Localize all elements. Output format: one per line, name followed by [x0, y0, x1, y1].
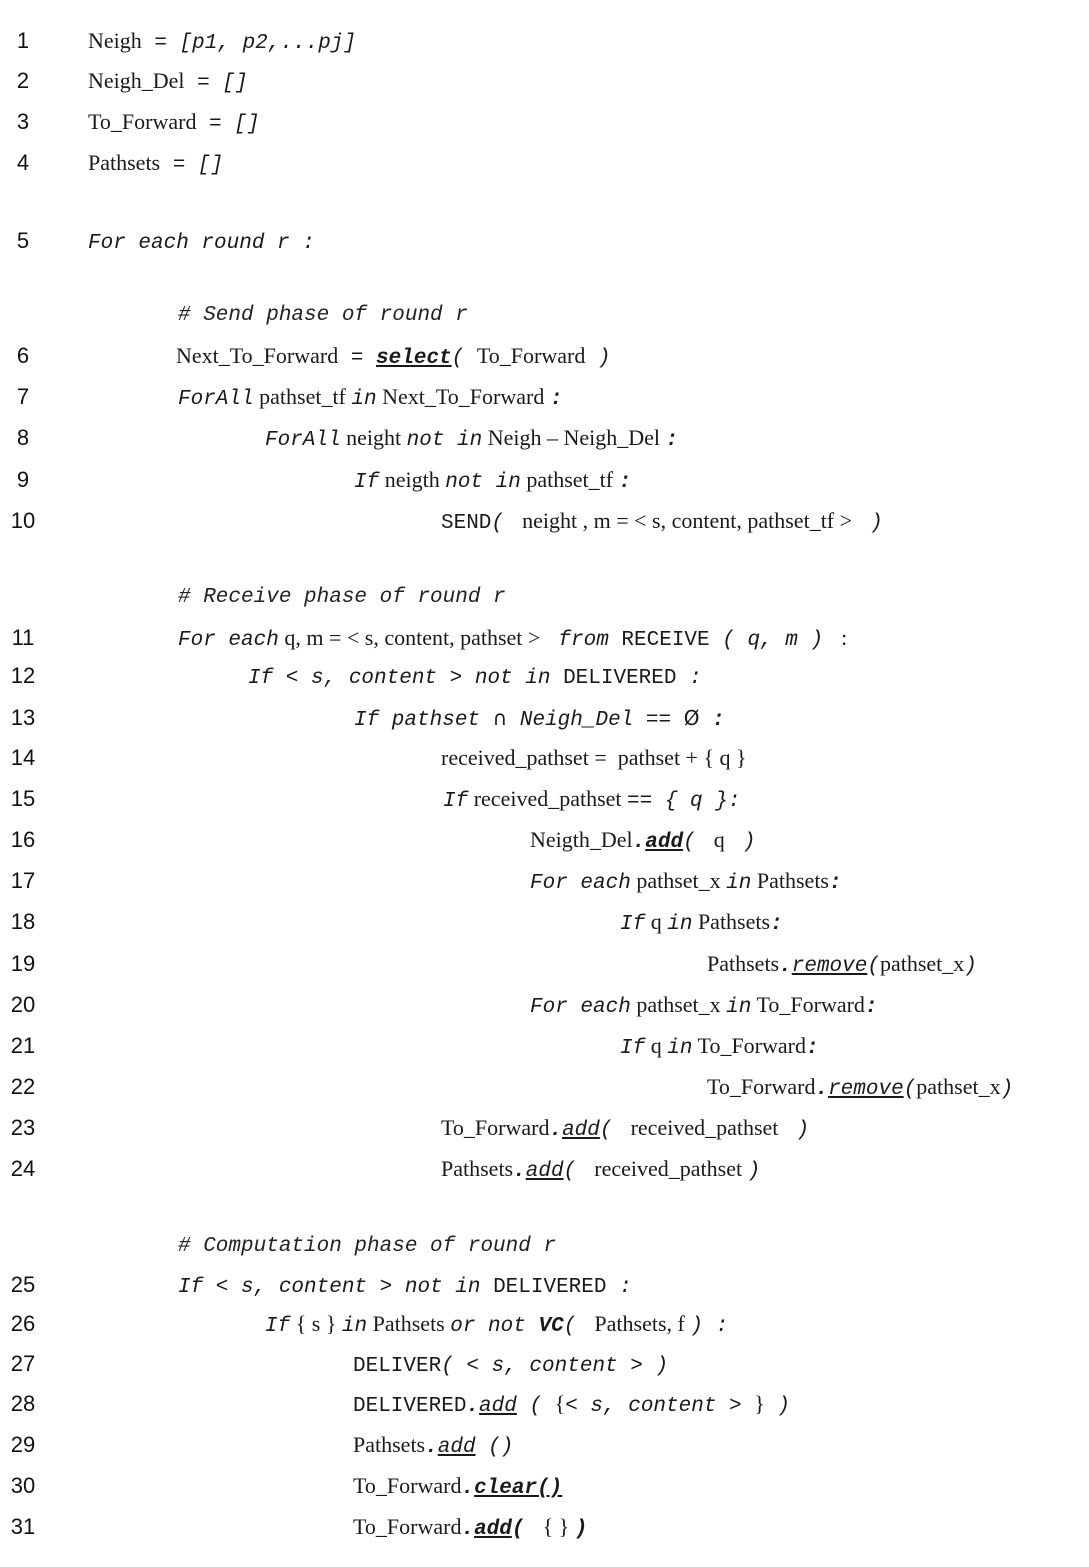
code-token: received_pathset: [588, 1156, 748, 1181]
line-number: 26: [10, 1311, 36, 1336]
code-token: To_Forward: [751, 992, 865, 1017]
code-token: To_Forward: [707, 1074, 816, 1099]
code-line: [88, 27, 356, 58]
code-token: ): [574, 1518, 588, 1541]
code-token: { s }: [290, 1311, 342, 1336]
code-line: [707, 950, 977, 981]
code-token: received_pathset: [468, 786, 628, 811]
code-comment: # Send phase of round r: [178, 304, 468, 327]
line-number: 13: [10, 705, 36, 730]
code-token: (: [867, 955, 880, 978]
code-token: pathset_x: [916, 1074, 1001, 1099]
code-line: [265, 424, 678, 455]
code-token: ): [964, 955, 977, 978]
code-token: ( q, m ): [709, 629, 836, 652]
line-number: 8: [16, 425, 30, 450]
code-token: (: [511, 1518, 538, 1541]
code-token: add: [525, 1160, 564, 1183]
code-token: ( < s, content > ): [441, 1355, 669, 1378]
code-line: [178, 624, 847, 655]
line-number: 10: [10, 508, 36, 533]
code-token: neight: [340, 425, 407, 450]
code-token: If: [265, 1315, 291, 1338]
line-number: 18: [10, 909, 36, 934]
code-token: Pathsets: [707, 951, 780, 976]
code-token: =: [588, 745, 613, 770]
code-token: received_pathset: [625, 1115, 784, 1140]
code-token: pathset_x: [879, 951, 965, 976]
code-token: ) :: [690, 1315, 729, 1338]
code-token: :: [665, 429, 679, 452]
code-token: == { q }:: [627, 790, 741, 813]
code-token: .: [513, 1160, 526, 1183]
code-token: To_Forward: [353, 1514, 462, 1539]
line-number: 5: [16, 228, 30, 253]
code-token: pathset + { q }: [612, 745, 747, 770]
code-comment: # Computation phase of round r: [178, 1235, 557, 1258]
code-token: DELIVERED: [493, 1276, 607, 1299]
code-line: [353, 1513, 587, 1544]
code-line: [441, 1155, 760, 1186]
code-token: DELIVERED: [563, 667, 677, 690]
code-token: in: [351, 388, 377, 411]
code-token: { }: [537, 1514, 575, 1539]
code-token: Pathsets: [441, 1156, 514, 1181]
code-token: ): [730, 831, 756, 854]
code-token: not in: [445, 471, 521, 494]
code-token: in: [726, 872, 752, 895]
code-token: (: [516, 1395, 555, 1418]
code-line: [354, 704, 725, 735]
code-token: ): [1000, 1078, 1014, 1101]
code-token: remove: [828, 1078, 904, 1101]
code-line: [443, 785, 740, 816]
code-line: [354, 466, 631, 497]
code-token: Pathsets, f: [588, 1311, 691, 1336]
code-token: If: [443, 790, 469, 813]
line-number: 25: [10, 1272, 36, 1297]
code-token: DELIVERED: [353, 1395, 467, 1418]
code-line: [178, 1271, 632, 1302]
code-token: Pathsets: [751, 868, 829, 893]
code-token: VC: [525, 1315, 564, 1338]
code-token: (: [599, 1119, 626, 1142]
line-number: 16: [10, 827, 36, 852]
code-line: [88, 67, 248, 98]
code-token: If: [620, 1037, 646, 1060]
code-token: q: [708, 827, 731, 852]
code-token: received_pathset: [441, 745, 589, 770]
code-token: Neigh: [88, 28, 142, 53]
code-line: [530, 991, 878, 1022]
line-number: 23: [10, 1115, 36, 1140]
code-line: [248, 662, 702, 693]
code-token: q: [645, 1033, 668, 1058]
line-number: 15: [10, 786, 36, 811]
line-number: 30: [10, 1473, 36, 1498]
code-token: :: [699, 709, 725, 732]
code-token: :: [805, 1037, 819, 1060]
code-token: If: [620, 913, 646, 936]
code-token: (): [475, 1436, 514, 1459]
code-line: [88, 108, 259, 139]
code-token: not in: [406, 429, 483, 452]
line-number: 9: [16, 467, 30, 492]
code-token: (: [563, 1160, 589, 1183]
code-token: pathset_tf: [253, 384, 352, 409]
code-line: [353, 1350, 668, 1381]
code-token: or not: [450, 1315, 526, 1338]
line-number: 7: [16, 384, 30, 409]
code-token: :: [618, 471, 632, 494]
code-token: ForAll: [265, 429, 341, 452]
line-number: 3: [16, 109, 30, 134]
code-token: (: [451, 347, 477, 370]
code-token: If < s, content > not in: [248, 667, 564, 690]
code-token: RECEIVE: [621, 629, 710, 652]
code-token: neigth: [379, 467, 446, 492]
code-token: = []: [184, 72, 248, 95]
code-token: Neigh_Del ==: [507, 709, 684, 732]
code-token: Neigth_Del: [530, 827, 633, 852]
code-token: Next_To_Forward: [176, 343, 339, 368]
line-number: 14: [10, 745, 36, 770]
code-token: Neigh – Neigh_Del: [482, 425, 666, 450]
code-token: = []: [160, 154, 224, 177]
code-token: pathset_x: [630, 992, 727, 1017]
code-token: =: [338, 347, 377, 370]
code-token: pathset_x: [630, 868, 727, 893]
code-token: :: [676, 667, 702, 690]
code-token: q, m = < s, content, pathset >: [278, 625, 546, 650]
line-number: 11: [11, 625, 35, 650]
code-line: [353, 1472, 562, 1503]
code-token: ForAll: [178, 388, 254, 411]
code-line: [176, 342, 611, 373]
code-token: add: [474, 1518, 512, 1541]
line-number: 4: [16, 150, 30, 175]
code-token: (: [903, 1078, 917, 1101]
code-token: q: [645, 909, 668, 934]
code-token: ): [764, 1395, 791, 1418]
code-line: [530, 826, 756, 857]
line-number: 31: [10, 1514, 36, 1539]
code-line: [620, 908, 783, 939]
code-line: [353, 1390, 790, 1421]
code-token: If < s, content > not in: [178, 1276, 494, 1299]
code-token: add: [645, 831, 684, 854]
code-line: [88, 149, 223, 180]
line-number: 24: [10, 1156, 36, 1181]
code-token: (: [491, 512, 517, 535]
code-token: To_Forward: [88, 109, 197, 134]
code-line: [88, 227, 315, 258]
code-comment: # Receive phase of round r: [178, 586, 506, 609]
code-token: remove: [791, 955, 868, 978]
line-number: 28: [10, 1391, 36, 1416]
code-token: :: [864, 996, 878, 1019]
code-token: :: [606, 1276, 632, 1299]
code-token: :: [829, 872, 842, 895]
code-line: [441, 507, 883, 538]
code-token: For each: [530, 996, 631, 1019]
code-token: add: [562, 1119, 600, 1142]
code-token: ∩: [492, 706, 508, 730]
code-token: :: [770, 913, 783, 936]
code-token: .: [461, 1477, 475, 1500]
code-token: = [p1, p2,...pj]: [141, 32, 357, 55]
code-token: Pathsets: [367, 1311, 451, 1336]
code-line: [353, 1431, 513, 1462]
line-number: 2: [16, 68, 30, 93]
code-token: add: [479, 1395, 517, 1418]
code-token: (: [563, 1315, 589, 1338]
code-line: [441, 1114, 809, 1145]
code-token: .: [466, 1395, 480, 1418]
code-token: ): [783, 1119, 810, 1142]
code-token: Pathsets: [353, 1432, 426, 1457]
code-line: [265, 1310, 728, 1341]
code-token: .: [632, 831, 646, 854]
line-number: 29: [10, 1432, 36, 1457]
code-line: [441, 744, 747, 772]
code-token: neight , m = < s, content, pathset_tf >: [516, 508, 858, 533]
line-number: 27: [10, 1351, 36, 1376]
code-token: To_Forward: [441, 1115, 550, 1140]
line-number: 1: [16, 28, 30, 53]
code-token: select: [376, 347, 452, 370]
code-token: Pathsets: [88, 150, 161, 175]
code-token: Next_To_Forward: [376, 384, 550, 409]
code-token: :: [835, 625, 848, 650]
code-token: To_Forward: [353, 1473, 462, 1498]
code-token: pathset_tf: [520, 467, 619, 492]
line-number: 22: [10, 1074, 36, 1099]
code-line: [530, 867, 842, 898]
code-token: For each: [530, 872, 631, 895]
line-number: 21: [10, 1033, 36, 1058]
code-token: .: [815, 1078, 829, 1101]
code-token: SEND: [441, 512, 492, 535]
code-token: DELIVER: [353, 1355, 442, 1378]
code-token: :: [549, 388, 563, 411]
code-token: Ø: [683, 706, 700, 730]
code-token: in: [341, 1315, 368, 1338]
code-token: (: [683, 831, 709, 854]
code-token: from: [545, 629, 622, 652]
code-token: ): [747, 1160, 761, 1183]
code-token: .: [425, 1436, 438, 1459]
code-token: in: [726, 996, 752, 1019]
code-token: {: [554, 1391, 566, 1416]
code-line: [620, 1032, 819, 1063]
code-token: in: [667, 913, 693, 936]
code-token: .: [779, 955, 792, 978]
code-token: For each round r :: [88, 232, 315, 255]
line-number: 12: [10, 663, 36, 688]
code-token: = []: [196, 113, 260, 136]
line-number: 20: [10, 992, 36, 1017]
code-token: }: [754, 1391, 765, 1416]
code-token: .: [461, 1518, 475, 1541]
code-token: Neigh_Del: [88, 68, 185, 93]
line-number: 6: [16, 343, 30, 368]
code-token: .: [549, 1119, 563, 1142]
line-number: 19: [10, 951, 36, 976]
code-line: [178, 383, 562, 414]
code-token: To_Forward: [692, 1033, 806, 1058]
code-token: add: [437, 1436, 476, 1459]
code-token: If pathset: [354, 709, 493, 732]
line-number: 17: [10, 868, 36, 893]
code-token: in: [667, 1037, 693, 1060]
code-token: ): [857, 512, 883, 535]
code-token: If: [354, 471, 380, 494]
code-token: ): [585, 347, 611, 370]
code-token: < s, content >: [565, 1395, 755, 1418]
code-token: To_Forward: [476, 343, 586, 368]
code-token: clear(): [474, 1477, 563, 1500]
code-line: [707, 1073, 1013, 1104]
code-token: Pathsets: [692, 909, 771, 934]
code-token: For each: [178, 629, 279, 652]
